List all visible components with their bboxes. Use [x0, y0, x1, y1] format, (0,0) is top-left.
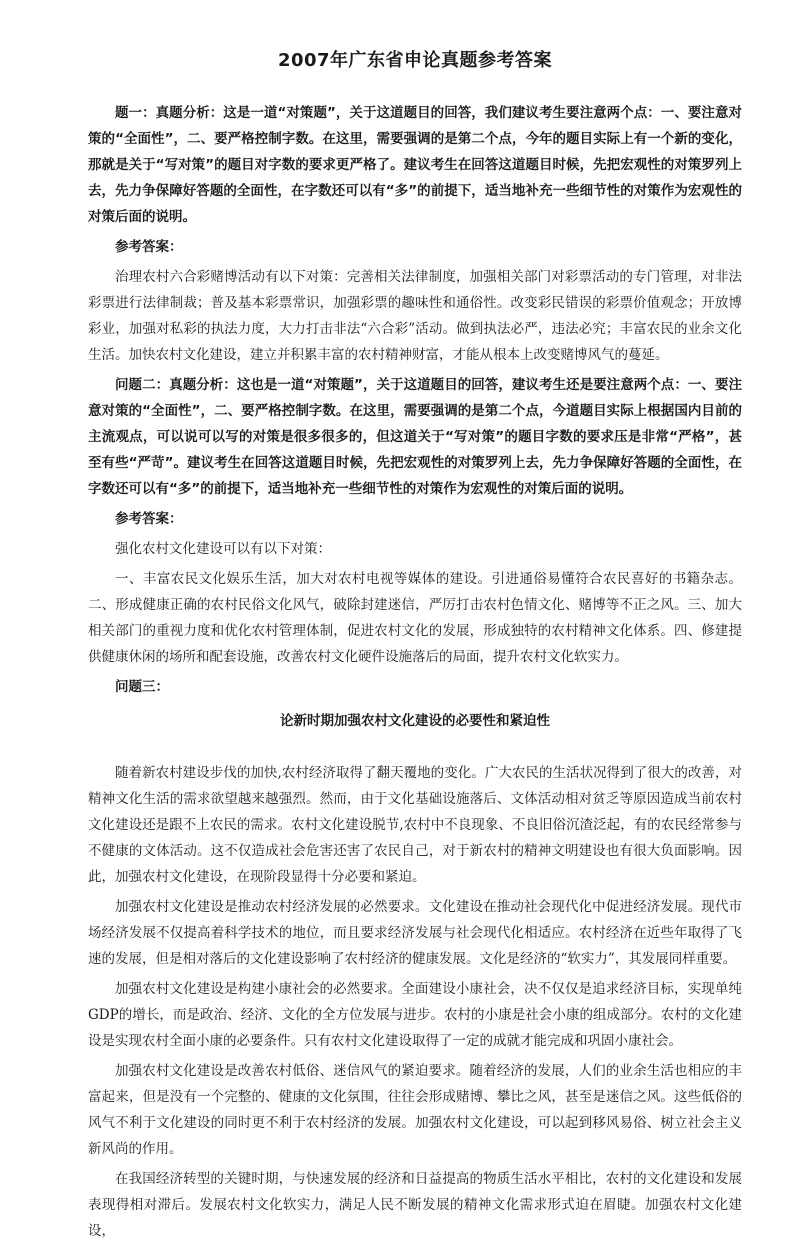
question-1-answer-label: 参考答案： — [115, 239, 183, 255]
document-title: 2007年广东省申论真题参考答案 — [277, 50, 553, 71]
question-1-analysis: 题一：真题分析：这是一道“对策题”，关于这道题目的回答，我们建议考生要注意两个点：一、要注意对策的“全面性”，二、要严格控制字数。在这里，需要强调的是第二个点，今年的题目实际上有一个新的变化，那就是关于“写对策”的题目对字数的要求更严格了。建议考生在回答这道题目时候，先把宏观性的对策罗列上去，先力争保障好答题的全面性，在字数还可以有“多”的前提下，适当地补充一些细节性的对策作为宏观性的对策后面的说明。 — [88, 105, 742, 225]
question-2-analysis: 问题二：真题分析：这也是一道“对策题”，关于这道题目的回答，建议考生还是要注意两个点：一、要注意对策的“全面性”，二、要严格控制字数。在这里，需要强调的是第二个点，今道题目实际上根据国内目前的主流观点，可以说可以写的对策是很多很多的，但这道关于“写对策”的题目字数的要求压是非常“严格”，甚至有些“严苛”。建议考生在回答这道题目时候，先把宏观性的对策罗列上去，先力争保障好答题的全面性，在字数还可以有“多”的前提下，适当地补充一些细节性的对策作为宏观性的对策后面的说明。 — [88, 377, 742, 497]
essay-paragraph: 加强农村文化建设是构建小康社会的必然要求。全面建设小康社会，决不仅仅是追求经济目标，实现单纯GDP的增长，而是政治、经济、文化的全方位发展与进步。农村的小康是社会小康的组成部分。农村的文化建设是实现农村全面小康的必要条件。只有农村文化建设取得了一定的成就才能完成和巩固小康社会。 — [88, 981, 742, 1049]
essay-paragraph: 加强农村文化建设是改善农村低俗、迷信风气的紧迫要求。随着经济的发展，人们的业余生活也相应的丰富起来，但是没有一个完整的、健康的文化氛围，往往会形成赌博、攀比之风，甚至是迷信之风。这些低俗的风气不利于文化建设的同时更不利于农村经济的发展。加强农村文化建设，可以起到移风易俗、树立社会主义新风尚的作用。 — [88, 1063, 742, 1157]
essay-paragraph: 加强农村文化建设是推动农村经济发展的必然要求。文化建设在推动社会现代化中促进经济发展。现代市场经济发展不仅提高着科学技术的地位，而且要求经济发展与社会现代化相适应。农村经济在近些年取得了飞速的发展，但是相对落后的文化建设影响了农村经济的健康发展。文化是经济的“软实力”，其发展同样重要。 — [88, 899, 742, 967]
question-2-answer-intro: 强化农村文化建设可以有以下对策： — [115, 541, 331, 557]
document-page — [88, 48, 742, 1248]
question-2-answer-label: 参考答案： — [115, 511, 183, 527]
question-1-answer: 治理农村六合彩赌博活动有以下对策：完善相关法律制度，加强相关部门对彩票活动的专门管理，对非法彩票进行法律制裁；普及基本彩票常识，加强彩票的趣味性和通俗性。改变彩民错误的彩票价值观念；开放博彩业，加强对私彩的执法力度，大力打击非法“六合彩”活动。做到执法必严，违法必究；丰富农民的业余文化生活。加快农村文化建设，建立并积累丰富的农村精神财富，才能从根本上改变赌博风气的蔓延。 — [88, 269, 742, 363]
essay-paragraph: 随着新农村建设步伐的加快,农村经济取得了翻天覆地的变化。广大农民的生活状况得到了很大的改善，对精神文化生活的需求欲望越来越强烈。然而，由于文化基础设施落后、文体活动相对贫乏等原因造成当前农村文化建设还是跟不上农民的需求。农村文化建设脱节,农村中不良现象、不良旧俗沉渣泛起，有的农民经常参与不健康的文体活动。这不仅造成社会危害还害了农民自己，对于新农村的精神文明建设也有很大负面影响。因此，加强农村文化建设，在现阶段显得十分必要和紧迫。 — [88, 765, 742, 885]
essay-paragraph: 在我国经济转型的关键时期，与快速发展的经济和日益提高的物质生活水平相比，农村的文化建设和发展表现得相对滞后。发展农村文化软实力，满足人民不断发展的精神文化需求形式迫在眉睫。加强农村文化建设， — [88, 1171, 742, 1239]
essay-title: 论新时期加强农村文化建设的必要性和紧迫性 — [280, 713, 550, 729]
question-2-answer: 一、丰富农民文化娱乐生活，加大对农村电视等媒体的建设。引进通俗易懂符合农民喜好的书籍杂志。二、形成健康正确的农村民俗文化风气，破除封建迷信，严厉打击农村色情文化、赌博等不正之风。三、加大相关部门的重视力度和优化农村管理体制，促进农村文化的发展，形成独特的农村精神文化体系。四、修建提供健康休闲的场所和配套设施，改善农村文化硬件设施落后的局面，提升农村文化软实力。 — [88, 571, 742, 665]
question-3-label: 问题三： — [115, 679, 169, 695]
